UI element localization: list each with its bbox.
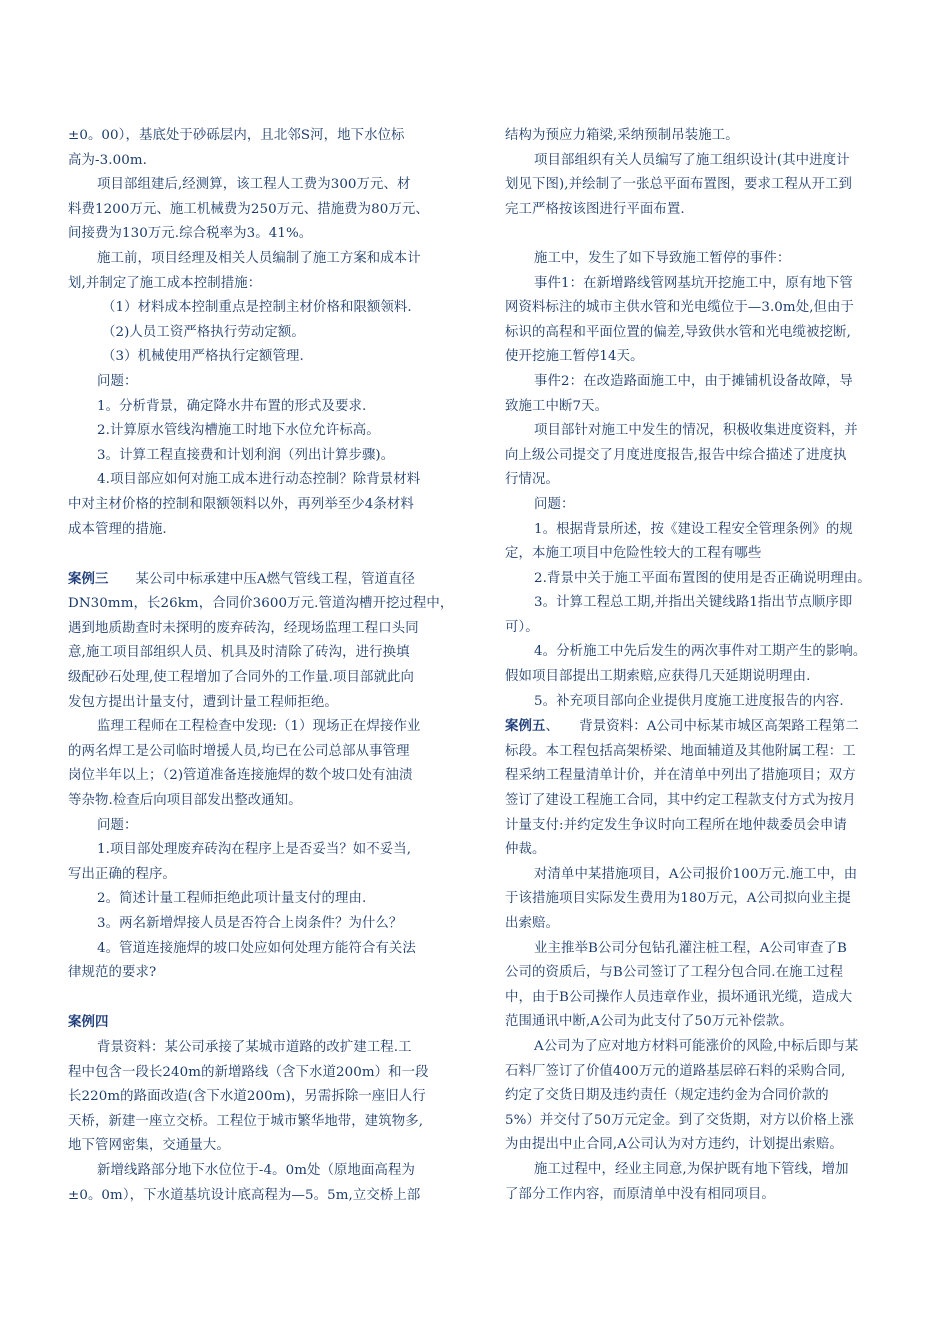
- text-line: [68, 641, 453, 666]
- text-line: [505, 518, 890, 543]
- line-text: 施工前，项目经理及相关人员编制了施工方案和成本计: [97, 250, 421, 266]
- line-text: 3。计算工程总工期,并指出关键线路1指出节点顺序即: [534, 595, 853, 611]
- text-line: [68, 272, 453, 297]
- text-line: [505, 1010, 890, 1035]
- line-text: 某公司中标承建中压A燃气管线工程，管道直径: [135, 571, 416, 587]
- text-line: [505, 863, 890, 888]
- text-line: [505, 542, 890, 567]
- text-line: [505, 764, 890, 789]
- line-text: 问题：: [534, 496, 575, 512]
- text-line: [68, 124, 453, 149]
- line-text: 4.项目部应如何对施工成本进行动态控制？除背景材料: [97, 472, 421, 488]
- line-text: 背景资料：某公司承接了某城市道路的改扩建工程.工: [97, 1039, 412, 1055]
- text-line: [68, 691, 453, 716]
- text-line: [505, 616, 890, 641]
- line-text: （3）机械使用严格执行定额管理.: [102, 349, 304, 365]
- line-text: 天桥，新建一座立交桥。工程位于城市繁华地带，建筑物多,: [68, 1113, 424, 1129]
- case-label: 案例五: [505, 718, 546, 735]
- line-text: 4。分析施工中先后发生的两次事件对工期产生的影响。: [534, 644, 867, 660]
- line-text: 2。简述计量工程师拒绝此项计量支付的理由.: [97, 891, 367, 907]
- text-line: [68, 715, 453, 740]
- line-text: 计量支付:并约定发生争议时向工程所在地仲裁委员会申请: [505, 817, 847, 833]
- line-text: DN30mm，长26km，合同价3600万元.管道沟槽开挖过程中，: [68, 596, 454, 612]
- text-line: [68, 617, 453, 642]
- text-line: [505, 1133, 890, 1158]
- text-line: [505, 1084, 890, 1109]
- line-text: 假如项目部提出工期索赔,应获得几天延期说明理由.: [505, 669, 811, 685]
- text-line: [68, 666, 453, 691]
- case-label: 案例四: [68, 1014, 109, 1031]
- text-line: [68, 887, 453, 912]
- text-line: [68, 1085, 453, 1110]
- line-text: 成本管理的措施.: [68, 521, 167, 537]
- line-text: 发包方提出计量支付，遭到计量工程师拒绝。: [68, 694, 338, 710]
- line-text: 划见下图),并绘制了一张总平面布置图，要求工程从开工到: [505, 177, 852, 193]
- line-text: 高为-3.00m.: [68, 152, 147, 168]
- line-text: 网资料标注的城市主供水管和光电缆位于—3.0m处,但由于: [505, 300, 855, 316]
- line-text: 2.计算原水管线沟槽施工时地下水位允许标高。: [97, 423, 380, 439]
- line-text: A公司为了应对地方材料可能涨价的风险,中标后即与某: [534, 1038, 859, 1054]
- line-text: 级配砂石处理,使工程增加了合同外的工作量.项目部就此向: [68, 670, 414, 686]
- line-text: 为由提出中止合同,A公司认为对方违约，计划提出索赔。: [505, 1137, 843, 1153]
- line-text: 了部分工作内容，而原清单中没有相同项目。: [505, 1186, 775, 1202]
- line-text: 石料厂签订了价值400万元的道路基层碎石料的采购合同,: [505, 1063, 846, 1079]
- text-line: [68, 1134, 453, 1159]
- line-text: 签订了建设工程施工合同，其中约定工程款支付方式为按月: [505, 793, 856, 809]
- text-line: [505, 1035, 890, 1060]
- line-text: 监理工程师在工程检查中发现:（1）现场正在焊接作业: [97, 719, 421, 735]
- line-text: 可）。: [505, 619, 539, 635]
- line-text: 划,并制定了施工成本控制措施：: [68, 275, 262, 291]
- text-line: [505, 740, 890, 765]
- line-text: 律规范的要求?: [68, 965, 157, 981]
- line-text: ±0。0m），下水道基坑设计底高程为—5。5m,立交桥上部: [68, 1187, 421, 1203]
- line-text: 3。两名新增焊接人员是否符合上岗条件？为什么？: [97, 916, 403, 931]
- text-line: [68, 740, 453, 765]
- text-line: [68, 419, 453, 444]
- text-line: [68, 937, 453, 962]
- line-text: 于该措施项目实际发生费用为180万元，A公司拟向业主提: [505, 891, 851, 907]
- line-text: 范围通讯中断,A公司为此支付了50万元补偿款。: [505, 1014, 793, 1030]
- line-text: 事件2：在改造路面施工中，由于摊铺机设备故障，导: [534, 373, 853, 389]
- text-line: [505, 665, 890, 690]
- case-label: 案例三: [68, 570, 109, 587]
- text-line: [68, 764, 453, 789]
- text-line: [68, 1159, 453, 1184]
- text-line: [68, 468, 453, 493]
- text-line: [505, 1158, 890, 1183]
- text-line: [68, 444, 453, 469]
- text-line: [68, 370, 453, 395]
- text-line: [505, 887, 890, 912]
- text-line: [505, 370, 890, 395]
- line-text: 1。分析背景，确定降水井布置的形式及要求.: [97, 398, 367, 414]
- text-line: [505, 345, 890, 370]
- line-text: 定，本施工项目中危险性较大的工程有哪些: [505, 546, 762, 562]
- text-line: [505, 468, 890, 493]
- line-text: 致施工中断7天。: [505, 398, 609, 414]
- text-line: [505, 814, 890, 839]
- text-line: [68, 247, 453, 272]
- line-text: 的两名焊工是公司临时增援人员,均已在公司总部从事管理: [68, 743, 410, 759]
- text-line: [505, 272, 890, 297]
- line-text: 业主推举B公司分包钻孔灌注桩工程，A公司审查了B: [534, 940, 847, 956]
- line-text: 1。根据背景所述，按《建设工程安全管理条例》的规: [534, 521, 853, 537]
- text-line: [68, 345, 453, 370]
- line-text: 遇到地质勘查时未探明的废弃砖沟，经现场监理工程口头同: [68, 620, 419, 636]
- text-line: [505, 961, 890, 986]
- text-line: [68, 1061, 453, 1086]
- line-text: 背景资料：A公司中标某市城区高架路工程第二: [579, 719, 859, 735]
- text-line: [68, 296, 453, 321]
- text-line: [505, 591, 890, 616]
- text-line: [505, 493, 890, 518]
- text-line: [505, 937, 890, 962]
- line-text: （2)人员工资严格执行劳动定额。: [102, 324, 305, 340]
- line-text: 间接费为130万元.综合税率为3。41%。: [68, 226, 313, 242]
- paragraph-gap: [68, 542, 453, 567]
- text-line: [68, 789, 453, 814]
- case-heading-line: [505, 714, 890, 740]
- text-line: [505, 198, 890, 223]
- text-line: [68, 838, 453, 863]
- line-text: 写出正确的程序。: [68, 866, 176, 882]
- text-line: [68, 1184, 453, 1209]
- text-line: [505, 419, 890, 444]
- text-line: [68, 863, 453, 888]
- case-heading-line: [68, 567, 453, 593]
- text-line: [505, 395, 890, 420]
- text-line: [505, 640, 890, 665]
- line-text: 使开挖施工暂停14天。: [505, 349, 644, 365]
- text-line: [68, 321, 453, 346]
- line-text: 新增线路部分地下水位位于-4。0m处（原地面高程为: [97, 1162, 415, 1178]
- line-text: 施工中，发生了如下导致施工暂停的事件：: [534, 250, 791, 266]
- line-text: 对清单中某措施项目，A公司报价100万元.施工中，由: [534, 866, 858, 882]
- line-text: 程采纳工程量清单计价，并在清单中列出了措施项目；双方: [505, 768, 856, 784]
- line-text: 意,施工项目部组织人员、机具及时清除了砖沟，进行换填: [68, 645, 410, 661]
- text-line: [505, 1060, 890, 1085]
- line-text: 地下管网密集，交通量大。: [68, 1138, 230, 1154]
- text-line: [505, 838, 890, 863]
- line-text: 约定了交货日期及违约责任（规定违约金为合同价款的: [505, 1088, 829, 1104]
- line-text: 4。管道连接施焊的坡口处应如何处理方能符合有关法: [97, 940, 416, 956]
- text-line: [505, 444, 890, 469]
- text-line: [68, 1110, 453, 1135]
- text-line: [68, 1036, 453, 1061]
- text-line: [505, 567, 890, 592]
- case-label-separator: 、: [545, 719, 580, 735]
- line-text: 中对主材价格的控制和限额领料以外，再列举至少4条材料: [68, 496, 414, 512]
- line-text: 完工严格按该图进行平面布置.: [505, 201, 685, 217]
- text-line: [68, 222, 453, 247]
- paragraph-gap: [68, 986, 453, 1011]
- left-column: [68, 124, 453, 1208]
- line-text: 3。计算工程直接费和计划利润（列出计算步骤)。: [97, 447, 395, 463]
- line-text: 2.背景中关于施工平面布置图的使用是否正确说明理由。: [534, 570, 871, 586]
- line-text: 项目部针对施工中发生的情况，积极收集进度资料，并: [534, 423, 858, 439]
- line-text: 5%）并交付了50万元定金。到了交货期，对方以价格上涨: [505, 1112, 854, 1128]
- line-text: 中，由于B公司操作人员违章作业，损坏通讯光缆，造成大: [505, 989, 853, 1005]
- text-line: [68, 912, 453, 937]
- text-line: [68, 173, 453, 198]
- line-text: 公司的资质后，与B公司签订了工程分包合同.在施工过程: [505, 965, 844, 981]
- text-line: [505, 124, 890, 149]
- text-line: [505, 912, 890, 937]
- line-text: 向上级公司提交了月度进度报告,报告中综合描述了进度执: [505, 447, 847, 463]
- line-text: 5。补充项目部向企业提供月度施工进度报告的内容.: [534, 693, 844, 709]
- line-text: 岗位半年以上；（2)管道准备连接施焊的数个坡口处有油渍: [68, 768, 413, 784]
- text-line: [505, 789, 890, 814]
- line-text: 事件1：在新增路线管网基坑开挖施工中，原有地下管: [534, 275, 853, 291]
- text-line: [68, 518, 453, 543]
- line-text: 行情况。: [505, 472, 559, 488]
- text-line: [68, 493, 453, 518]
- text-line: [68, 198, 453, 223]
- text-line: [505, 149, 890, 174]
- line-text: 项目部组织有关人员编写了施工组织设计(其中进度计: [534, 152, 850, 168]
- line-text: 1.项目部处理废弃砖沟在程序上是否妥当？如不妥当,: [97, 842, 412, 858]
- text-line: [505, 690, 890, 715]
- line-text: （1）材料成本控制重点是控制主材价格和限额领料.: [102, 300, 412, 316]
- line-text: 出索赔。: [505, 916, 559, 931]
- line-text: 施工过程中，经业主同意,为保护既有地下管线，增加: [534, 1161, 849, 1177]
- paragraph-gap: [505, 222, 890, 247]
- text-line: [505, 296, 890, 321]
- line-text: 料费1200万元、施工机械费为250万元、措施费为80万元、: [68, 201, 429, 217]
- text-line: [505, 986, 890, 1011]
- line-text: 等杂物.检查后向项目部发出整改通知。: [68, 793, 302, 809]
- text-line: [68, 149, 453, 174]
- text-line: [505, 173, 890, 198]
- line-text: 标识的高程和平面位置的偏差,导致供水管和光电缆被挖断,: [505, 324, 851, 340]
- text-line: [68, 814, 453, 839]
- line-text: 结构为预应力箱梁,采纳预制吊装施工。: [505, 128, 739, 143]
- line-text: 项目部组建后,经测算，该工程人工费为300万元、材: [97, 177, 411, 193]
- text-line: [505, 1183, 890, 1208]
- text-line: [68, 961, 453, 986]
- line-text: 问题：: [97, 373, 138, 389]
- line-text: 仲裁。: [505, 842, 546, 858]
- case-heading-line: [68, 1010, 453, 1036]
- text-line: [505, 247, 890, 272]
- line-text: ±0。00），基底处于砂砾层内，且北邻S河，地下水位标: [68, 128, 405, 143]
- text-line: [68, 395, 453, 420]
- text-line: [505, 1109, 890, 1134]
- line-text: 长220m的路面改造(含下水道200m)，另需拆除一座旧人行: [68, 1089, 426, 1105]
- right-column: [505, 124, 890, 1207]
- text-line: [505, 321, 890, 346]
- case-label-separator: [108, 572, 135, 587]
- text-line: [68, 592, 453, 617]
- line-text: 标段。本工程包括高架桥梁、地面辅道及其他附属工程：工: [505, 743, 856, 759]
- line-text: 问题：: [97, 817, 138, 833]
- line-text: 程中包含一段长240m的新增路线（含下水道200m）和一段: [68, 1064, 429, 1080]
